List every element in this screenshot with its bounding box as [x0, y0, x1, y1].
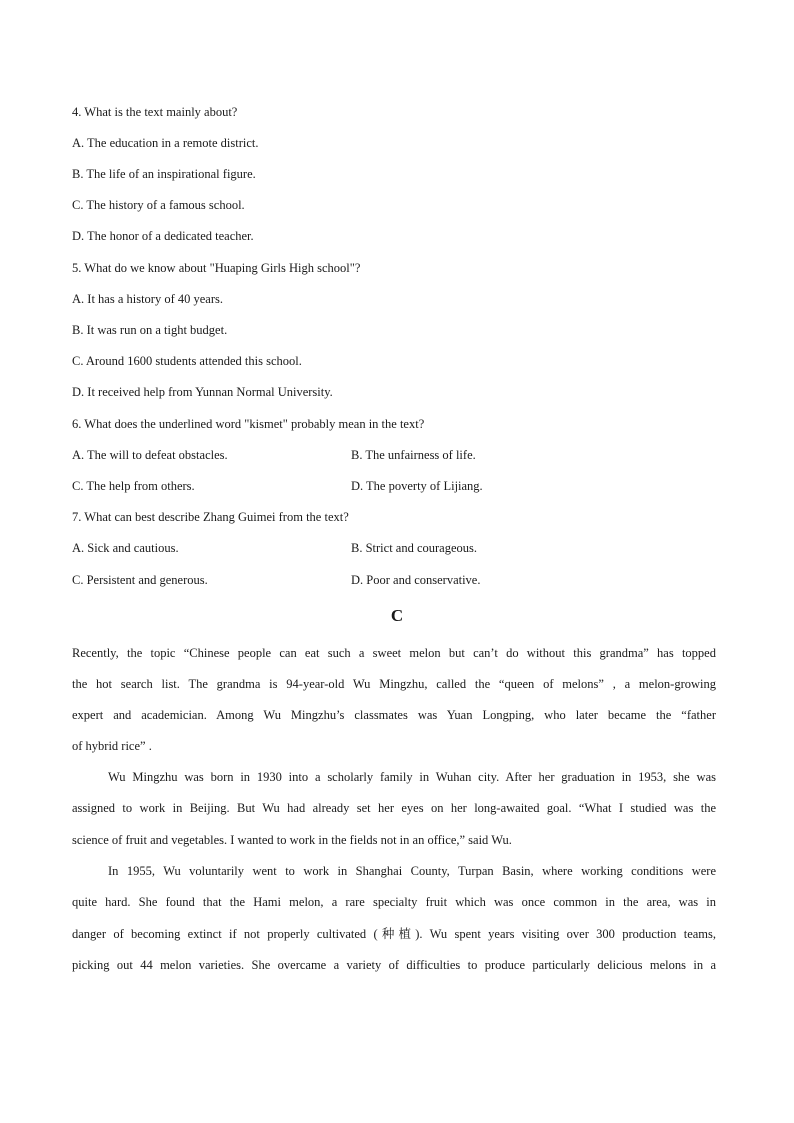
question-5-option-c: C. Around 1600 students attended this school. [72, 354, 302, 368]
question-5-option-b: B. It was run on a tight budget. [72, 323, 228, 337]
question-7-option-c: C. Persistent and generous. [72, 573, 208, 587]
question-4-option-d: D. The honor of a dedicated teacher. [72, 229, 254, 243]
passage-line: science of fruit and vegetables. I wanted to work in the fields not in an office,” said Wu. [72, 833, 512, 847]
question-6-stem: 6. What does the underlined word "kismet" probably mean in the text? [72, 417, 425, 431]
section-heading: C [390, 606, 404, 625]
passage-line: picking out 44 melon varieties. She overcame a variety of difficulties to produce particularly delicious melons in a [72, 958, 716, 972]
question-5-option-d: D. It received help from Yunnan Normal University. [72, 385, 333, 399]
question-6-option-c: C. The help from others. [72, 479, 195, 493]
passage-line: assigned to work in Beijing. But Wu had already set her eyes on her long-awaited goal. “What I studied was the [72, 801, 716, 815]
question-6-option-a: A. The will to defeat obstacles. [72, 448, 228, 462]
question-5-stem: 5. What do we know about "Huaping Girls High school"? [72, 261, 361, 275]
question-4-option-c: C. The history of a famous school. [72, 198, 245, 212]
question-7-option-d: D. Poor and conservative. [351, 573, 481, 587]
passage-line: of hybrid rice” . [72, 739, 152, 753]
question-7-option-a: A. Sick and cautious. [72, 541, 179, 555]
question-7-stem: 7. What can best describe Zhang Guimei from the text? [72, 510, 349, 524]
question-4-option-a: A. The education in a remote district. [72, 136, 259, 150]
passage-line: In 1955, Wu voluntarily went to work in Shanghai County, Turpan Basin, where working conditions were [108, 864, 716, 878]
question-5-option-a: A. It has a history of 40 years. [72, 292, 224, 306]
question-6-option-b: B. The unfairness of life. [351, 448, 476, 462]
passage-line: Wu Mingzhu was born in 1930 into a scholarly family in Wuhan city. After her graduation in 1953, she was [108, 770, 716, 784]
passage-line: quite hard. She found that the Hami melon, a rare specialty fruit which was once common in the area, was in [72, 895, 716, 909]
passage-line: Recently, the topic “Chinese people can eat such a sweet melon but can’t do without this grandma” has topped [72, 646, 716, 660]
passage-line: the hot search list. The grandma is 94-year-old Wu Mingzhu, called the “queen of melons” , a melon-growing [72, 677, 716, 691]
question-4-option-b: B. The life of an inspirational figure. [72, 167, 256, 181]
question-7-option-b: B. Strict and courageous. [351, 541, 478, 555]
question-6-option-d: D. The poverty of Lijiang. [351, 479, 483, 493]
passage-line: danger of becoming extinct if not properly cultivated (种植). Wu spent years visiting over 300 production teams, [72, 927, 716, 941]
question-4-stem: 4. What is the text mainly about? [72, 105, 238, 119]
passage-line: expert and academician. Among Wu Mingzhu’s classmates was Yuan Longping, who later became the “father [72, 708, 716, 722]
